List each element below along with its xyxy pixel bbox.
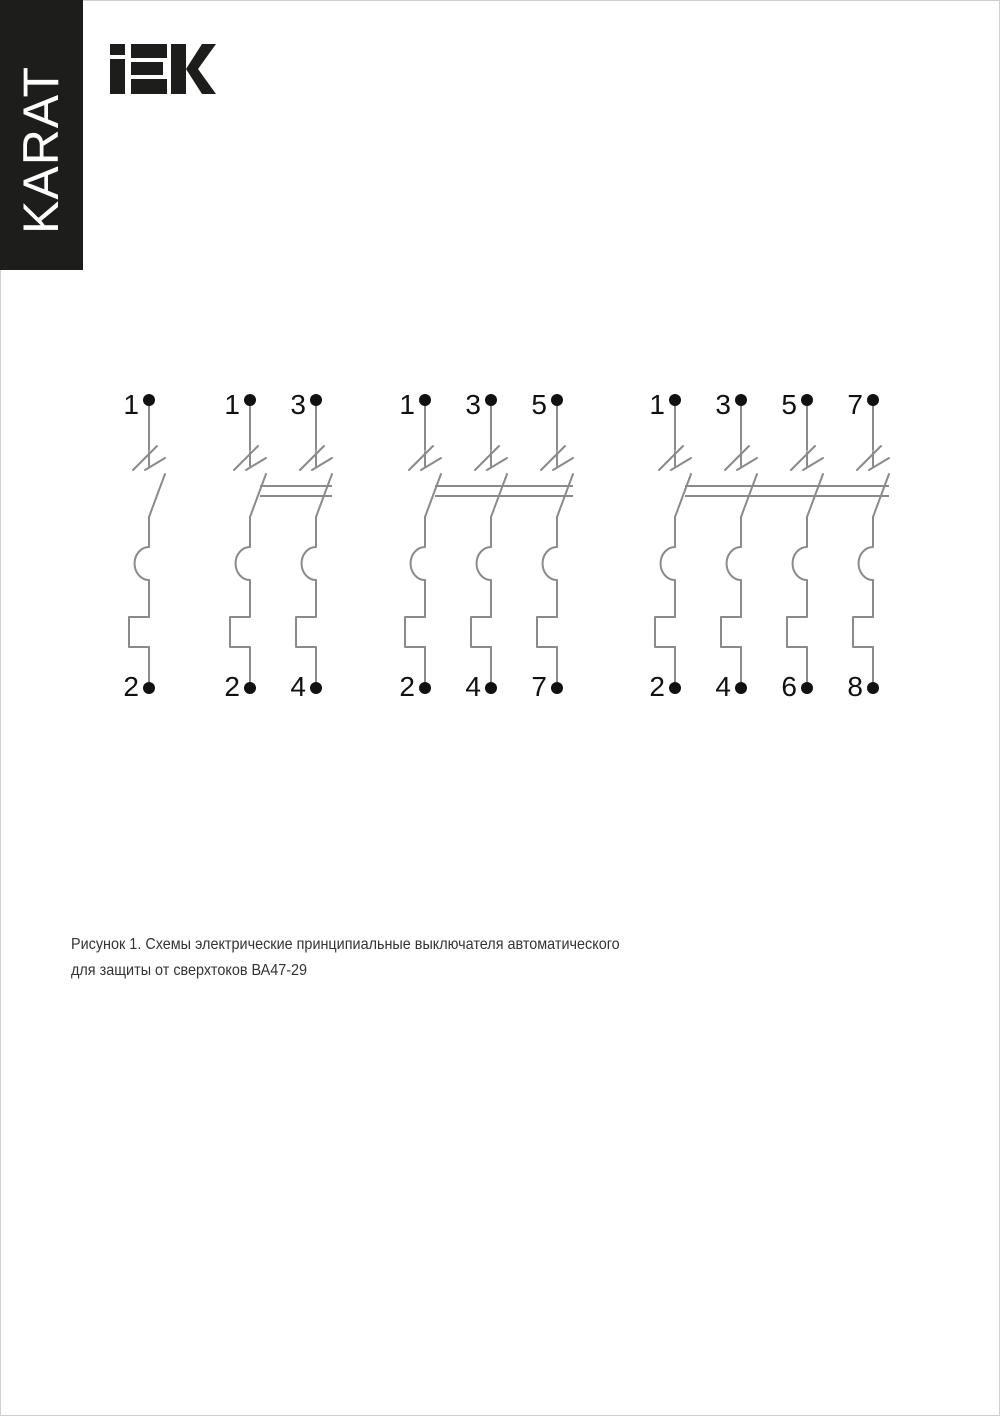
caption-line-1: Рисунок 1. Схемы электрические принципиальные выключателя автоматического	[71, 936, 620, 953]
release-slash	[234, 446, 258, 470]
terminal-top	[244, 394, 256, 406]
terminal-label-top: 1	[224, 389, 240, 420]
pole	[781, 389, 823, 702]
terminal-label-top: 5	[781, 389, 797, 420]
pole	[290, 389, 332, 702]
terminal-top	[669, 394, 681, 406]
switch-blade	[149, 474, 165, 517]
terminal-label-top: 3	[290, 389, 306, 420]
terminal-label-top: 1	[649, 389, 665, 420]
terminal-label-bottom: 4	[290, 671, 306, 702]
terminal-bottom	[551, 682, 563, 694]
terminal-top	[801, 394, 813, 406]
breaker-3-pole	[399, 389, 573, 702]
terminal-label-bottom: 7	[531, 671, 547, 702]
terminal-top	[867, 394, 879, 406]
thermal-release-arc	[661, 547, 675, 580]
figure-caption	[71, 932, 701, 984]
thermal-release-arc	[135, 547, 149, 580]
logo-i-dot	[110, 44, 125, 55]
pole	[531, 389, 573, 702]
thermal-release-arc	[302, 547, 316, 580]
series-name: KARAT	[13, 66, 69, 234]
release-slash	[475, 446, 499, 470]
release-slash	[409, 446, 433, 470]
pole	[649, 389, 691, 702]
logo-i-stem	[110, 59, 125, 94]
series-band	[0, 0, 83, 270]
caption-line-2: для защиты от сверхтоков ВА47-29	[71, 962, 308, 979]
iek-logo	[110, 42, 216, 96]
terminal-top	[143, 394, 155, 406]
breaker-2-pole	[224, 389, 332, 702]
terminal-bottom	[485, 682, 497, 694]
logo-e-middle	[131, 62, 163, 75]
thermal-release-arc	[236, 547, 250, 580]
pole	[847, 389, 889, 702]
thermal-release-arc	[411, 547, 425, 580]
pole	[224, 389, 266, 702]
release-slash	[541, 446, 565, 470]
logo-k-upper-arm	[186, 44, 216, 69]
terminal-top	[419, 394, 431, 406]
terminal-bottom	[143, 682, 155, 694]
logo-k-lower-arm	[186, 69, 216, 94]
terminal-label-top: 1	[123, 389, 139, 420]
pole	[123, 389, 165, 702]
terminal-label-bottom: 2	[399, 671, 415, 702]
terminal-bottom	[867, 682, 879, 694]
terminal-label-top: 1	[399, 389, 415, 420]
terminal-label-bottom: 8	[847, 671, 863, 702]
terminal-label-bottom: 2	[224, 671, 240, 702]
breaker-1-pole	[123, 389, 165, 702]
release-slash	[659, 446, 683, 470]
terminal-label-top: 7	[847, 389, 863, 420]
terminal-bottom	[669, 682, 681, 694]
thermal-release-arc	[859, 547, 873, 580]
terminal-label-top: 3	[715, 389, 731, 420]
terminal-bottom	[419, 682, 431, 694]
thermal-release-arc	[543, 547, 557, 580]
release-slash	[857, 446, 881, 470]
logo-k-stem	[171, 44, 186, 94]
release-slash	[725, 446, 749, 470]
release-slash	[133, 446, 157, 470]
terminal-top	[310, 394, 322, 406]
terminal-bottom	[310, 682, 322, 694]
terminal-top	[485, 394, 497, 406]
terminal-bottom	[244, 682, 256, 694]
pole	[465, 389, 507, 702]
thermal-release-arc	[727, 547, 741, 580]
pole	[399, 389, 441, 702]
circuit-breaker-schematics	[0, 360, 1000, 740]
release-slash	[791, 446, 815, 470]
logo-e-top	[131, 44, 167, 58]
terminal-label-bottom: 2	[123, 671, 139, 702]
thermal-release-arc	[477, 547, 491, 580]
terminal-label-bottom: 2	[649, 671, 665, 702]
terminal-label-bottom: 6	[781, 671, 797, 702]
release-slash	[300, 446, 324, 470]
breaker-4-pole	[649, 389, 889, 702]
thermal-release-arc	[793, 547, 807, 580]
terminal-label-bottom: 4	[715, 671, 731, 702]
terminal-top	[551, 394, 563, 406]
terminal-bottom	[801, 682, 813, 694]
terminal-label-top: 3	[465, 389, 481, 420]
logo-e-bottom	[131, 79, 167, 94]
terminal-top	[735, 394, 747, 406]
pole	[715, 389, 757, 702]
terminal-label-bottom: 4	[465, 671, 481, 702]
terminal-label-top: 5	[531, 389, 547, 420]
terminal-bottom	[735, 682, 747, 694]
